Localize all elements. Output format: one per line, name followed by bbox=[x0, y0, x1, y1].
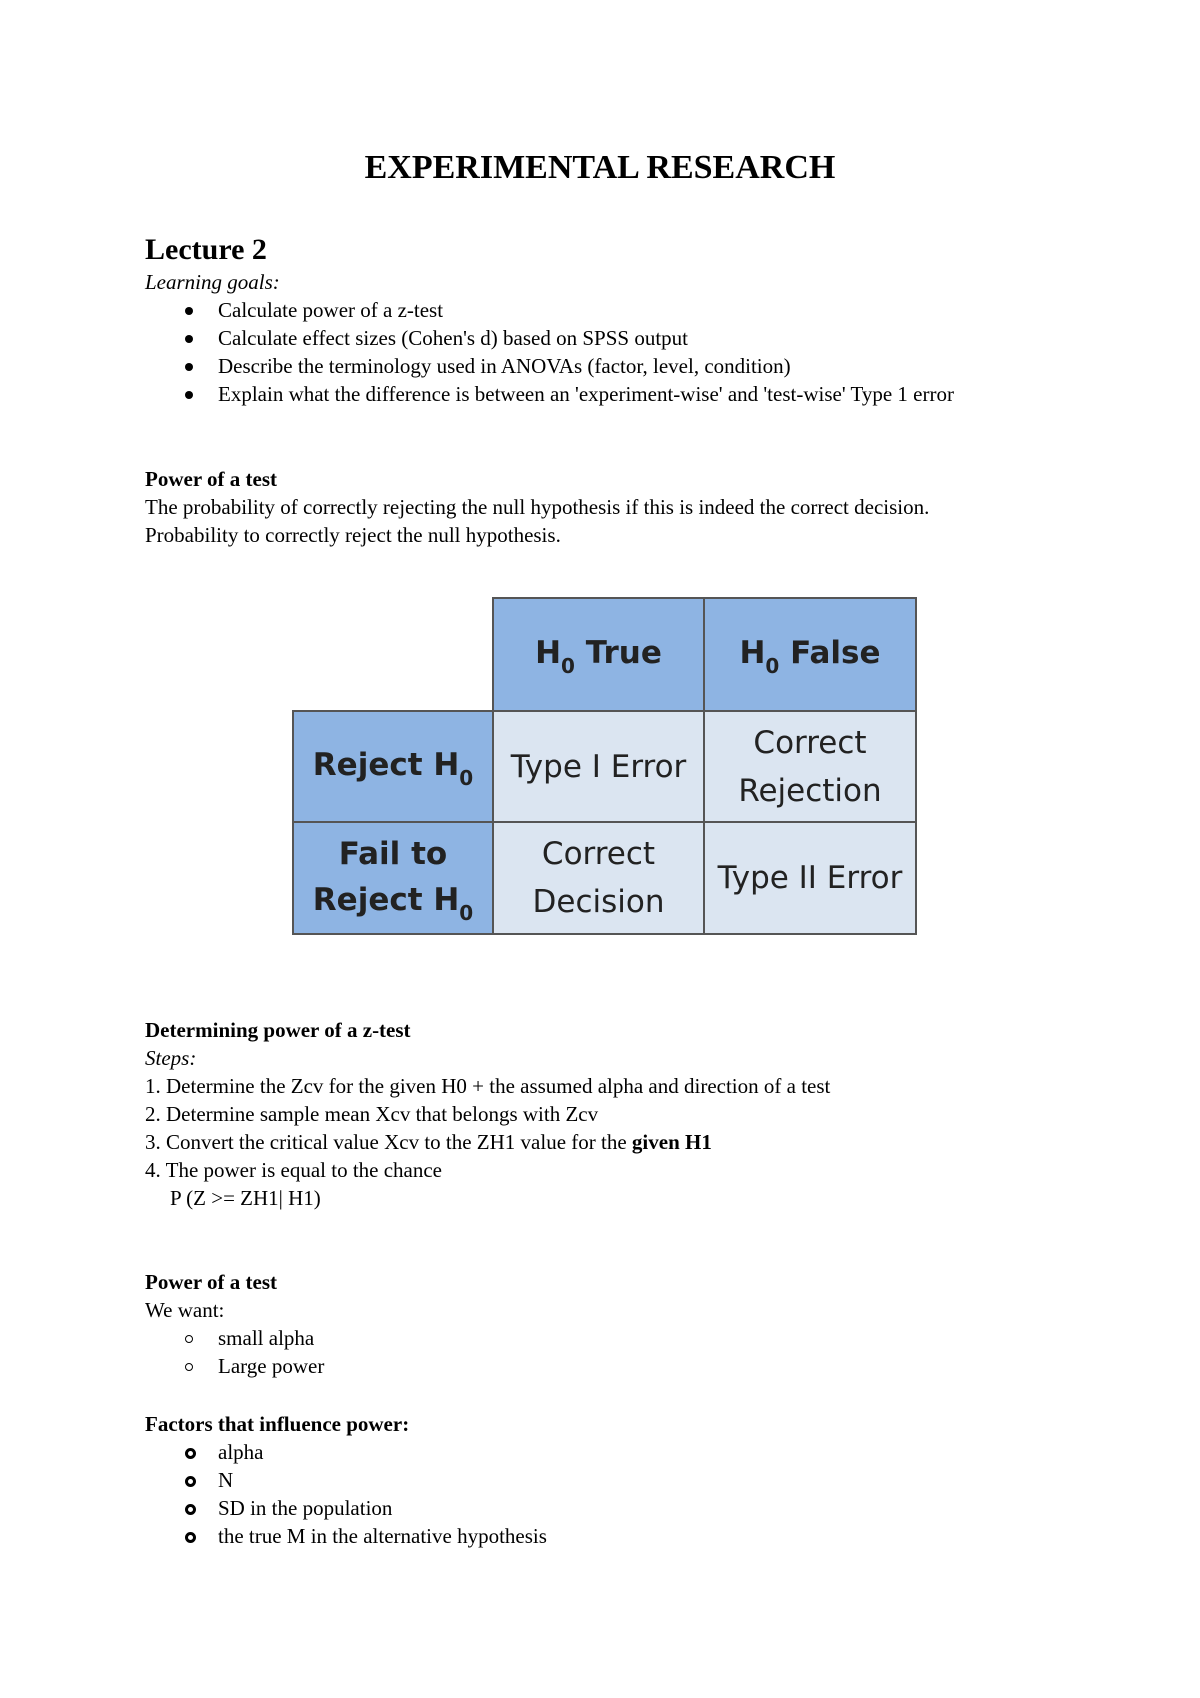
bullet-icon bbox=[185, 391, 193, 399]
we-want-label: We want: bbox=[145, 1298, 225, 1322]
cell-type2-error: Type II Error bbox=[703, 821, 917, 935]
list-item: 2. Determine sample mean Xcv that belongs with Zcv bbox=[145, 1102, 599, 1126]
list-item: SD in the population bbox=[145, 1494, 1018, 1522]
steps-list bbox=[145, 1072, 1105, 1212]
list-item: the true M in the alternative hypothesis bbox=[145, 1522, 1018, 1550]
power-definition-section bbox=[145, 465, 1105, 549]
we-want-list bbox=[145, 1324, 1018, 1380]
document-title: EXPERIMENTAL RESEARCH bbox=[364, 149, 836, 186]
cell-correct-rejection: Correct Rejection bbox=[703, 710, 917, 823]
row-header-reject: Reject $H_0$ bbox=[292, 710, 494, 823]
power-definition-line1: The probability of correctly rejecting the null hypothesis if this is indeed the correct decision. bbox=[145, 495, 930, 519]
list-item: small alpha bbox=[145, 1324, 1018, 1352]
bold-ring-bullet-icon bbox=[185, 1448, 196, 1459]
ztest-heading: Determining power of a z-test bbox=[145, 1018, 411, 1042]
cell-correct-decision: Correct Decision bbox=[492, 821, 705, 935]
list-item: 4. The power is equal to the chance bbox=[145, 1158, 443, 1182]
list-item: Describe the terminology used in ANOVAs (factor, level, condition) bbox=[145, 352, 1018, 380]
power-heading: Power of a test bbox=[145, 467, 277, 491]
formula: P (Z >= ZH1| H1) bbox=[170, 1186, 321, 1210]
hollow-bullet-icon bbox=[185, 1363, 193, 1371]
ztest-section bbox=[145, 1016, 1105, 1212]
bullet-icon bbox=[185, 363, 193, 371]
lecture-heading: Lecture 2 bbox=[145, 233, 267, 266]
learning-goals-label: Learning goals: bbox=[145, 270, 280, 294]
steps-label: Steps: bbox=[145, 1046, 197, 1070]
power-definition-line2: Probability to correctly reject the null hypothesis. bbox=[145, 523, 561, 547]
learning-goals-section bbox=[145, 268, 1018, 408]
list-item: Calculate effect sizes (Cohen's d) based on SPSS output bbox=[145, 324, 1018, 352]
list-item: 1. Determine the Zcv for the given H0 + the assumed alpha and direction of a test bbox=[145, 1074, 831, 1098]
cell-type1-error: Type I Error bbox=[492, 710, 705, 823]
bold-ring-bullet-icon bbox=[185, 1532, 196, 1543]
hollow-bullet-icon bbox=[185, 1335, 193, 1343]
list-item: alpha bbox=[145, 1438, 1018, 1466]
list-item: Large power bbox=[145, 1352, 1018, 1380]
header-h0-true: $H_0$ True bbox=[492, 597, 705, 712]
list-item: Calculate power of a z-test bbox=[145, 296, 1018, 324]
row-header-fail-to-reject: Fail to Reject $H_0$ bbox=[292, 821, 494, 935]
factors-section bbox=[145, 1410, 1018, 1550]
learning-goals-list bbox=[145, 296, 1018, 408]
bullet-icon bbox=[185, 307, 193, 315]
factors-list bbox=[145, 1438, 1018, 1550]
list-item: N bbox=[145, 1466, 1018, 1494]
bold-ring-bullet-icon bbox=[185, 1504, 196, 1515]
bullet-icon bbox=[185, 335, 193, 343]
decision-matrix bbox=[292, 597, 917, 935]
list-item: 3. Convert the critical value Xcv to the ZH1 value for the given H1 bbox=[145, 1130, 712, 1154]
bold-ring-bullet-icon bbox=[185, 1476, 196, 1487]
factors-heading: Factors that influence power: bbox=[145, 1412, 410, 1436]
list-item: Explain what the difference is between an 'experiment-wise' and 'test-wise' Type 1 error bbox=[145, 380, 1018, 408]
power-want-heading: Power of a test bbox=[145, 1270, 277, 1294]
header-h0-false: $H_0$ False bbox=[703, 597, 917, 712]
power-want-section bbox=[145, 1268, 1018, 1380]
